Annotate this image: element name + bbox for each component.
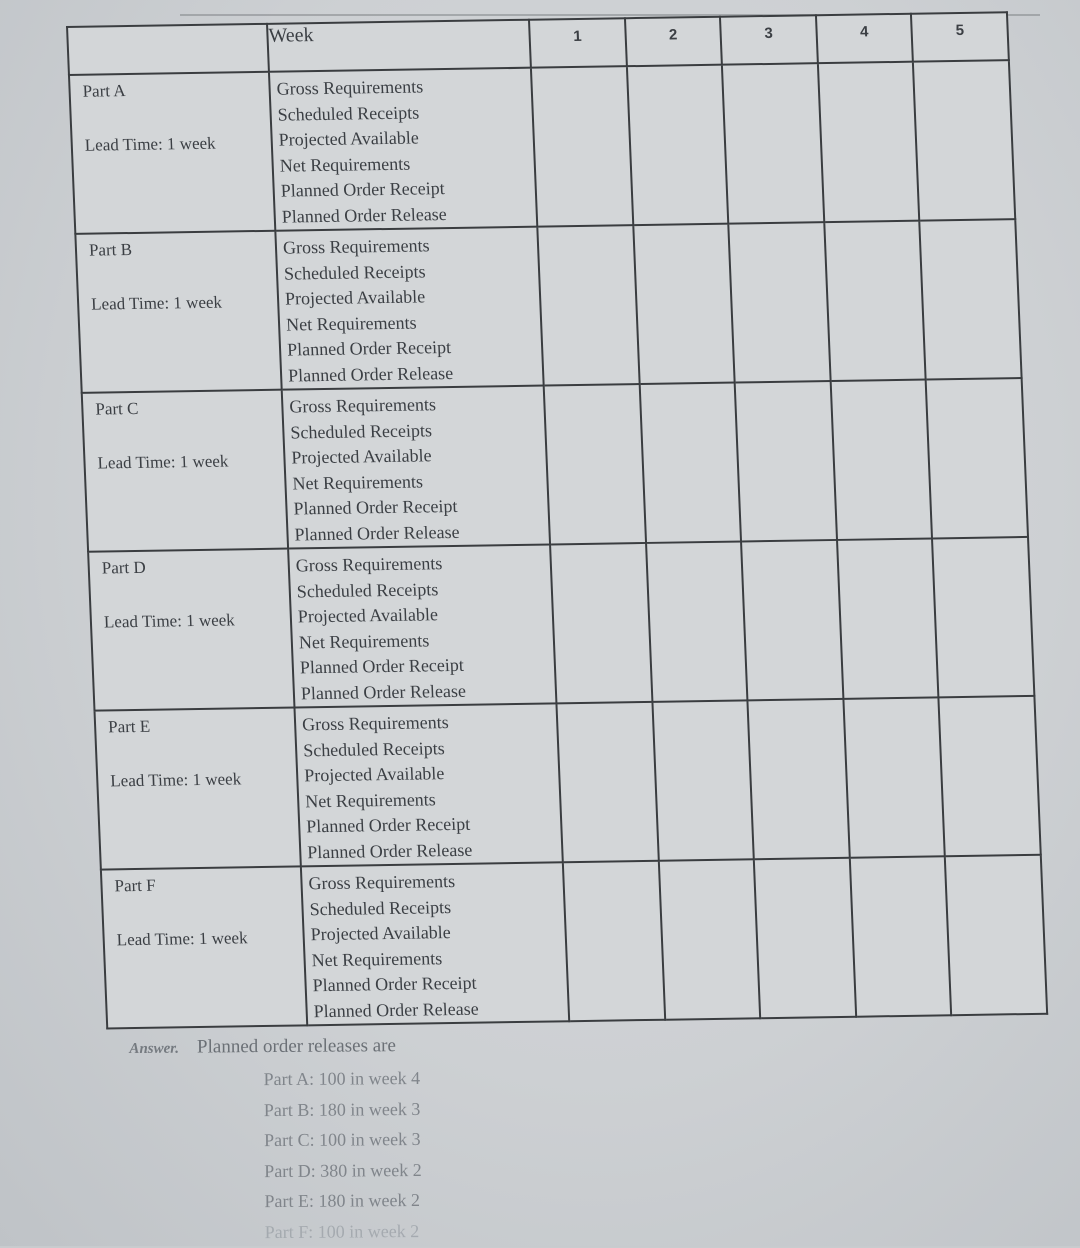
row-labels-cell: [301, 862, 569, 1025]
mrp-table-container: [66, 11, 1047, 1037]
answer-item: Part F: 100 in week 2: [264, 1220, 420, 1242]
part-row: [101, 855, 1047, 1029]
part-row: [75, 219, 1021, 393]
part-name: Part C: [95, 398, 139, 419]
week-4-entry-cell[interactable]: [850, 856, 952, 1016]
answer-item: Part A: 100 in week 4: [263, 1067, 421, 1090]
part-lead-time: Lead Time: 1 week: [84, 133, 216, 155]
answer-tag: Answer.: [129, 1040, 180, 1058]
row-labels-cell: [275, 227, 543, 390]
row-label: Projected Available: [310, 922, 452, 945]
row-label: Gross Requirements: [301, 712, 450, 735]
part-info-cell: [88, 549, 294, 711]
row-label: Planned Order Release: [313, 998, 479, 1021]
answer-heading: [129, 1035, 421, 1059]
row-label: Gross Requirements: [295, 553, 443, 576]
part-info-cell: [69, 72, 275, 234]
week-5-entry-cell[interactable]: [920, 219, 1022, 379]
part-lead-time: Lead Time: 1 week: [90, 292, 223, 314]
week-3-entry-cell[interactable]: [735, 381, 837, 541]
week-4-entry-cell[interactable]: [830, 380, 932, 540]
answer-section: [129, 1035, 422, 1242]
week-3-entry-cell[interactable]: [754, 858, 856, 1018]
week-1-entry-cell[interactable]: [556, 702, 658, 862]
week-5-entry-cell[interactable]: [913, 60, 1015, 220]
part-lead-time: Lead Time: 1 week: [103, 610, 236, 632]
week-4-entry-cell[interactable]: [837, 538, 939, 698]
row-label: Net Requirements: [279, 153, 411, 176]
week-4-entry-cell[interactable]: [818, 62, 920, 222]
row-label: Planned Order Receipt: [293, 495, 458, 519]
week-1-entry-cell[interactable]: [563, 861, 665, 1021]
week-5-entry-cell[interactable]: [939, 696, 1041, 856]
part-info-cell: [82, 390, 288, 552]
row-labels-cell: [282, 386, 550, 549]
week-number-1: 1: [529, 18, 627, 67]
part-info-cell: [75, 231, 281, 393]
row-labels-cell: [288, 544, 556, 707]
row-labels-cell: [269, 68, 537, 231]
week-header-label: Week: [267, 20, 531, 72]
row-label: Planned Order Receipt: [312, 972, 477, 996]
week-1-entry-cell[interactable]: [531, 66, 633, 226]
row-label: Scheduled Receipts: [309, 896, 452, 919]
header-empty-cell: [67, 24, 269, 75]
answer-list: [263, 1063, 423, 1242]
row-label: Gross Requirements: [276, 76, 424, 99]
part-row: [94, 696, 1040, 870]
part-row: [82, 378, 1028, 552]
row-label: Scheduled Receipts: [302, 737, 446, 760]
row-label: Projected Available: [291, 445, 432, 468]
row-label: Projected Available: [284, 286, 426, 309]
part-lead-time: Lead Time: 1 week: [109, 769, 242, 791]
row-label: Planned Order Release: [306, 839, 473, 862]
week-3-entry-cell[interactable]: [728, 222, 830, 382]
week-5-entry-cell[interactable]: [945, 855, 1047, 1015]
answer-intro: Planned order releases are: [196, 1035, 396, 1058]
row-label: Planned Order Release: [281, 203, 448, 227]
week-4-entry-cell[interactable]: [843, 697, 945, 857]
row-label: Scheduled Receipts: [283, 260, 426, 284]
week-1-entry-cell[interactable]: [537, 225, 639, 385]
row-label: Scheduled Receipts: [277, 101, 420, 125]
row-label: Gross Requirements: [288, 394, 437, 417]
part-name: Part F: [114, 875, 157, 896]
row-label: Net Requirements: [285, 312, 417, 335]
week-4-entry-cell[interactable]: [824, 221, 926, 381]
row-labels-cell: [294, 703, 562, 866]
week-2-entry-cell[interactable]: [626, 65, 728, 225]
row-label: Scheduled Receipts: [296, 578, 439, 601]
row-label: Scheduled Receipts: [290, 419, 433, 443]
row-label: Planned Order Receipt: [280, 178, 446, 201]
week-number-5: 5: [911, 12, 1009, 61]
row-label: Gross Requirements: [282, 235, 430, 258]
part-row: [88, 537, 1034, 711]
week-2-entry-cell[interactable]: [658, 859, 760, 1019]
week-2-entry-cell[interactable]: [652, 700, 754, 860]
week-1-entry-cell[interactable]: [544, 384, 646, 544]
answer-item: Part E: 180 in week 2: [264, 1189, 421, 1212]
week-5-entry-cell[interactable]: [932, 537, 1034, 697]
week-3-entry-cell[interactable]: [722, 63, 824, 223]
week-2-entry-cell[interactable]: [639, 383, 741, 543]
part-row: [69, 60, 1015, 234]
row-label: Net Requirements: [311, 947, 443, 970]
row-label: Net Requirements: [304, 788, 437, 811]
week-number-4: 4: [816, 14, 914, 63]
week-2-entry-cell[interactable]: [633, 224, 735, 384]
row-label: Planned Order Release: [300, 680, 467, 703]
answer-item: Part C: 100 in week 3: [263, 1128, 421, 1151]
part-info-cell: [94, 707, 300, 869]
part-name: Part D: [101, 557, 147, 578]
answer-item: Part D: 380 in week 2: [264, 1159, 422, 1181]
row-label: Net Requirements: [298, 629, 430, 652]
week-3-entry-cell[interactable]: [748, 699, 850, 859]
row-label: Net Requirements: [292, 470, 424, 493]
row-label: Projected Available: [303, 763, 445, 786]
row-label: Projected Available: [297, 604, 439, 627]
answer-item: Part B: 180 in week 3: [263, 1098, 421, 1120]
week-2-entry-cell[interactable]: [646, 541, 748, 701]
row-label: Planned Order Receipt: [305, 813, 471, 837]
row-label: Planned Order Release: [287, 362, 454, 386]
week-5-entry-cell[interactable]: [926, 378, 1028, 538]
row-label: Planned Order Release: [294, 521, 460, 544]
part-lead-time: Lead Time: 1 week: [97, 451, 229, 473]
part-name: Part E: [107, 716, 151, 737]
week-3-entry-cell[interactable]: [741, 540, 843, 700]
week-number-3: 3: [720, 15, 818, 64]
week-1-entry-cell[interactable]: [550, 543, 652, 703]
mrp-table: [66, 11, 1048, 1029]
row-label: Projected Available: [278, 127, 420, 150]
part-lead-time: Lead Time: 1 week: [116, 928, 248, 950]
row-label: Planned Order Receipt: [286, 336, 452, 360]
week-number-2: 2: [625, 17, 723, 66]
part-name: Part B: [88, 239, 133, 260]
row-label: Gross Requirements: [308, 871, 456, 894]
part-name: Part A: [82, 81, 126, 101]
row-label: Planned Order Receipt: [299, 654, 465, 678]
part-info-cell: [101, 866, 307, 1028]
mrp-table-body: [69, 60, 1047, 1028]
